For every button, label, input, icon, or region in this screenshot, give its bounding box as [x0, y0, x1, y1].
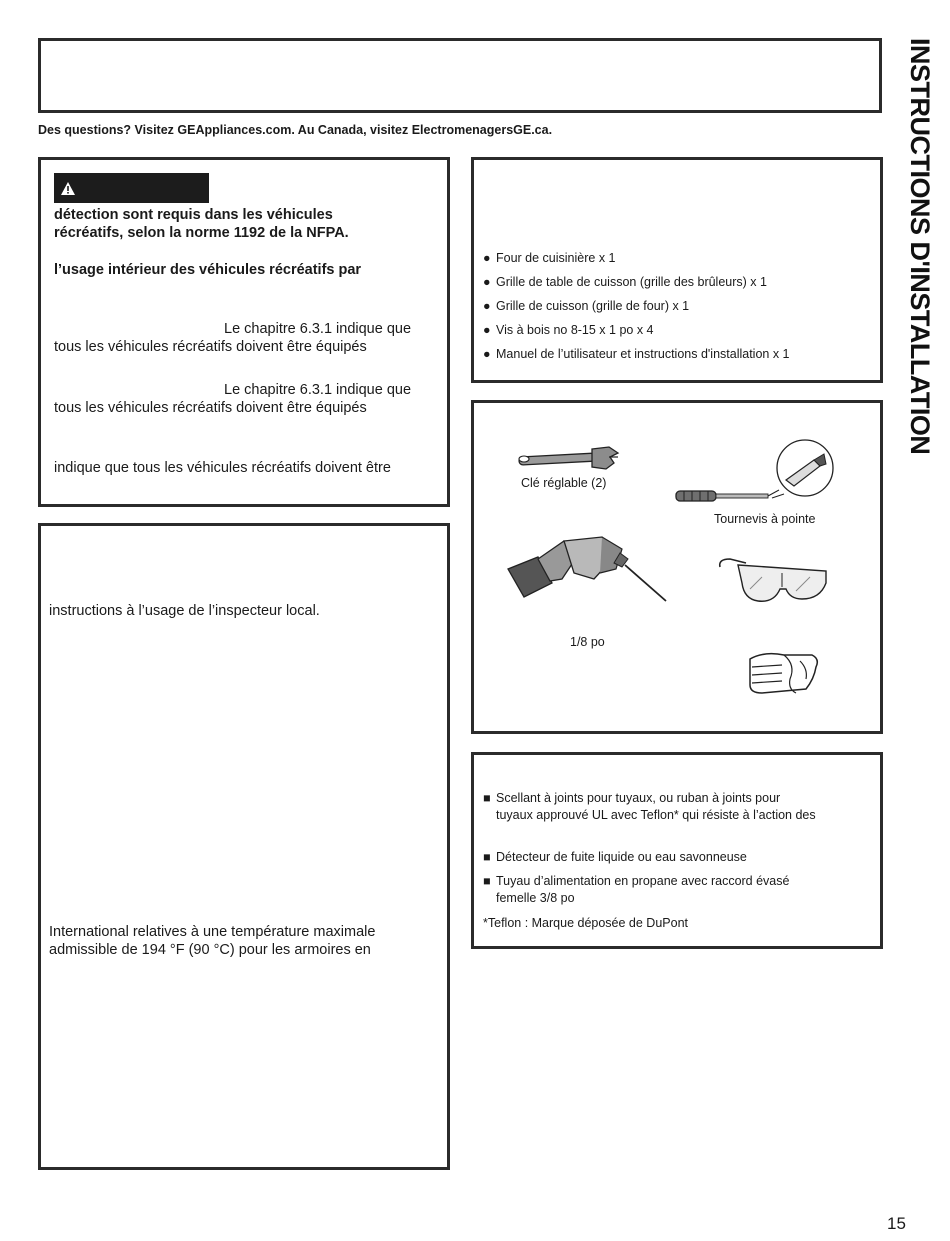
- materials-item-2: ■ Détecteur de fuite liquide ou eau savonneuse: [483, 850, 747, 864]
- warning-para1-line2: tous les véhicules récréatifs doivent être équipés: [54, 339, 367, 355]
- warning-icon: [61, 182, 75, 195]
- warning-line-2: récréatifs, selon la norme 1192 de la NFPA.: [54, 225, 349, 241]
- gloves-icon: [744, 649, 824, 699]
- sidebar-title: INSTRUCTIONS D'INSTALLATION: [905, 38, 935, 455]
- drill-caption: 1/8 po: [570, 635, 605, 649]
- parts-list: [483, 251, 790, 371]
- safety-glasses-icon: [716, 553, 836, 608]
- title-banner: [38, 38, 882, 113]
- materials-footnote: *Teflon : Marque déposée de DuPont: [483, 916, 688, 930]
- notes-line-1: instructions à l’usage de l’inspecteur local.: [49, 603, 320, 619]
- questions-line: Des questions? Visitez GEAppliances.com. Au Canada, visitez ElectromenagersGE.ca.: [38, 123, 553, 137]
- screwdriver-caption: Tournevis à pointe: [714, 512, 816, 526]
- drill-icon: [504, 523, 674, 618]
- list-item: ● Vis à bois no 8-15 x 1 po x 4: [483, 323, 654, 337]
- installation-notes-box: [38, 523, 450, 1170]
- warning-para2-line2: tous les véhicules récréatifs doivent être équipés: [54, 400, 367, 416]
- warning-line-3: l’usage intérieur des véhicules récréatifs par: [54, 262, 362, 278]
- warning-label-bar: [54, 173, 209, 203]
- warning-line-1: détection sont requis dans les véhicules: [54, 207, 333, 223]
- notes-line-3: admissible de 194 °F (90 °C) pour les armoires en: [49, 942, 371, 958]
- page-number: 15: [887, 1214, 906, 1233]
- list-item: ● Grille de table de cuisson (grille des brûleurs) x 1: [483, 275, 767, 289]
- notes-line-2: International relatives à une température maximale: [49, 924, 376, 940]
- list-item: ● Manuel de l’utilisateur et instructions d'installation x 1: [483, 347, 790, 361]
- materials-item-1: ■ Scellant à joints pour tuyaux, ou ruban à joints pour tuyaux approuvé UL avec Teflon* qui résiste à l’action des: [483, 791, 816, 822]
- materials-box: [471, 752, 883, 949]
- list-item: ● Grille de cuisson (grille de four) x 1: [483, 299, 690, 313]
- wrench-caption: Clé réglable (2): [521, 476, 607, 490]
- tools-box: [471, 400, 883, 734]
- warning-box: [38, 157, 450, 507]
- warning-para1-line1: Le chapitre 6.3.1 indique que: [224, 321, 412, 337]
- parts-box: [471, 157, 883, 383]
- list-item: ● Four de cuisinière x 1: [483, 251, 616, 265]
- warning-para2-line1: Le chapitre 6.3.1 indique que: [224, 382, 412, 398]
- adjustable-wrench-icon: [514, 443, 624, 473]
- warning-para3-line: indique que tous les véhicules récréatifs doivent être: [54, 460, 391, 476]
- materials-item-3: ■ Tuyau d’alimentation en propane avec raccord évasé femelle 3/8 po: [483, 874, 790, 905]
